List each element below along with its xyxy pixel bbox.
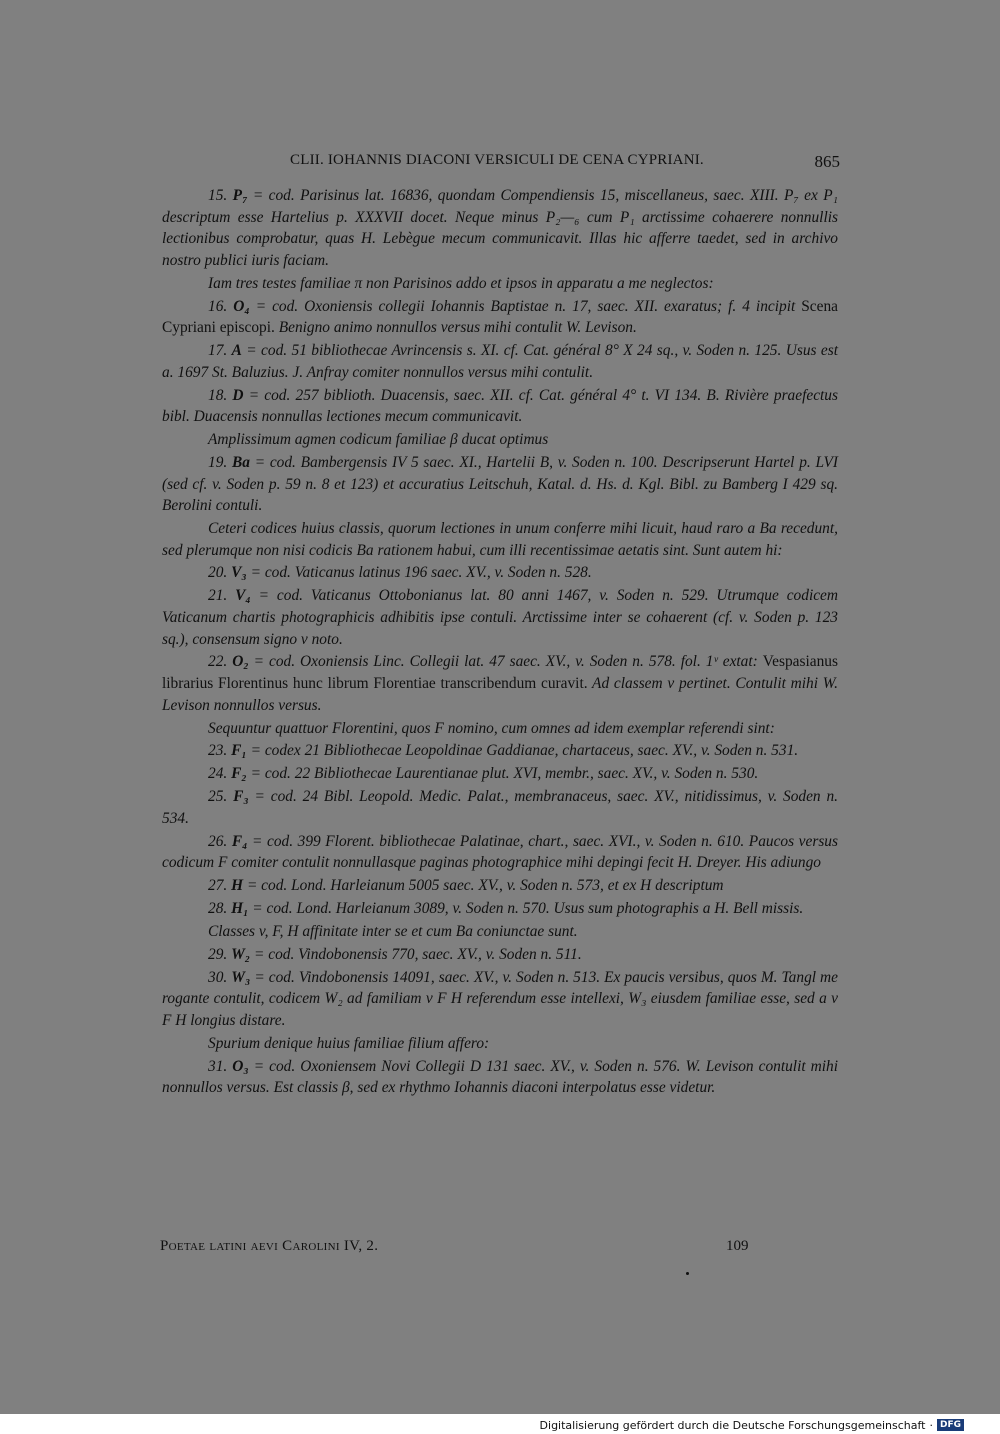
- entry-text: = cod. Oxoniensis Linc. Collegii lat. 47 saec. XV., v. Soden n. 578. fol. 1ᵛ extat:: [248, 653, 763, 671]
- footer-series-title: Poetae latini aevi Carolini IV, 2.: [160, 1238, 379, 1254]
- manuscript-entry: [162, 651, 838, 716]
- entry-siglum: W₃: [231, 968, 251, 986]
- entry-siglum: F₁: [231, 742, 247, 760]
- entry-number: 23.: [208, 742, 228, 760]
- entry-siglum: F₂: [231, 765, 247, 783]
- entry-number: 18.: [208, 386, 228, 404]
- commentary-paragraph: [162, 921, 838, 943]
- commentary-paragraph: [162, 273, 838, 295]
- print-speck: [686, 1272, 689, 1275]
- entry-text: = cod. Lond. Harleianum 3089, v. Soden n. 570. Usus sum photographis a H. Bell missis.: [248, 900, 804, 918]
- manuscript-entry: [162, 740, 838, 762]
- manuscript-entry: [162, 898, 838, 920]
- dfg-logo-icon: DFG: [937, 1419, 964, 1431]
- entry-number: 17.: [208, 342, 228, 360]
- entry-number: 27.: [208, 877, 228, 895]
- manuscript-entry: [162, 562, 838, 584]
- entry-text: Iam tres testes familiae π non Parisinos addo et ipsos in apparatu a me neglectos:: [208, 274, 714, 292]
- manuscript-entry: [162, 763, 838, 785]
- entry-number: 26.: [208, 832, 228, 850]
- entry-text: Spurium denique huius familiae filium affero:: [208, 1034, 490, 1052]
- entry-siglum: P₇: [232, 187, 248, 204]
- entry-text: = cod. Vaticanus Ottobonianus lat. 80 anni 1467, v. Soden n. 529. Utrumque codicem Vaticanum chartis photographicis adhibitis ipse contuli. Arctissime inter se cohaerent (cf. v. Soden p. 123 sq.), consensum signo v noto.: [162, 587, 838, 648]
- entry-text: = cod. Oxoniensem Novi Collegii D 131 saec. XV., v. Soden n. 576. W. Levison contulit mihi nonnullos versus. Est classis β, sed ex rhythmo Iohannis diaconi interpolatus esse videtur.: [162, 1057, 838, 1097]
- manuscript-entry: [162, 1056, 838, 1099]
- entry-number: 19.: [208, 453, 228, 471]
- manuscript-entry: [162, 831, 838, 874]
- manuscript-entry: [162, 944, 838, 966]
- entry-number: 16.: [208, 297, 228, 315]
- entry-text: = cod. 399 Florent. bibliothecae Palatinae, chart., saec. XVI., v. Soden n. 610. Paucos versus codicum F comiter contulit nonnullasque paginas photographice mihi depingi fecit H. Dreyer. His adiungo: [162, 832, 838, 872]
- entry-number: 29.: [208, 945, 228, 963]
- entry-siglum: Ba: [232, 453, 250, 471]
- manuscript-entry: [162, 585, 838, 650]
- manuscript-entry: [162, 296, 838, 339]
- entry-text: Amplissimum agmen codicum familiae β ducat optimus: [208, 431, 549, 449]
- entry-siglum: V₃: [231, 564, 247, 582]
- entry-number: 28.: [208, 900, 228, 918]
- entry-text: = cod. 51 bibliothecae Avrincensis s. XI. cf. Cat. général 8° X 24 sq., v. Soden n. 125. Usus est a. 1697 St. Baluzius. J. Anfray comiter nonnullos versus mihi contulit.: [162, 342, 838, 381]
- manuscript-entry: [162, 786, 838, 829]
- page-number: 865: [814, 152, 840, 171]
- entry-number: 22.: [208, 653, 228, 671]
- entry-siglum: D: [232, 386, 244, 404]
- entry-number: 31.: [208, 1057, 228, 1075]
- commentary-paragraph: [162, 518, 838, 561]
- entry-text: = cod. 22 Bibliothecae Laurentianae plut. XVI, membr., saec. XV., v. Soden n. 530.: [246, 765, 759, 783]
- entry-text: = cod. Parisinus lat. 16836, quondam Compendiensis 15, miscellaneus, saec. XIII. P₇ ex P₁ descriptum esse Hartelius p. XXXVII docet. Neque minus P₂—₆ cum P₁ arctissime cohaerere nonnullis lectionibus comprobatur, quas H. Lebègue mecum communicavit. Illas hic afferre taedet, sed in archivo nostro publici iuris faciam.: [162, 187, 838, 269]
- entry-text: = cod. 24 Bibl. Leopold. Medic. Palat., membranaceus, saec. XV., nitidissimus, v. Soden n. 534.: [162, 788, 838, 827]
- commentary-paragraph: [162, 718, 838, 740]
- entry-text: = cod. Vindobonensis 14091, saec. XV., v. Soden n. 513. Ex paucis versibus, quos M. Tangl me rogante contulit, codicem W₂ ad familiam v F H referendum esse intellexi, W₃ eiusdem familiae esse, sed a v F H longius distare.: [162, 968, 839, 1029]
- entry-number: 25.: [208, 788, 228, 806]
- entry-siglum: O₃: [232, 1057, 249, 1075]
- entry-text: = codex 21 Bibliothecae Leopoldinae Gaddianae, chartaceus, saec. XV., v. Soden n. 531.: [246, 742, 799, 760]
- entry-text: = cod. Bambergensis IV 5 saec. XI., Hartelii B, v. Soden n. 100. Descripserunt Hartel p. LVI (sed cf. v. Soden p. 59 n. 8 et 123) et accuratius Leitschuh, Katal. d. Hs. d. Kgl. Bibl. zu Bamberg I 429 sq. Berolini contuli.: [162, 453, 838, 515]
- entry-number: 21.: [208, 587, 228, 605]
- entry-text: Ceteri codices huius classis, quorum lectiones in unum conferre mihi licuit, haud raro a Ba recedunt, sed plerumque non nisi codicis Ba rationem habui, cum illi recentissimae aetatis sint. Sunt autem hi:: [162, 519, 838, 559]
- commentary-paragraph: [162, 1033, 838, 1055]
- entry-siglum: W₂: [231, 945, 251, 963]
- entry-siglum: H: [231, 877, 244, 895]
- running-title: CLII. IOHANNIS DIACONI VERSICULI DE CENA CYPRIANI.: [290, 152, 704, 168]
- entry-siglum: V₄: [235, 587, 251, 605]
- entry-text: = cod. Lond. Harleianum 5005 saec. XV., v. Soden n. 573, et ex H descriptum: [243, 877, 724, 895]
- entry-number: 15.: [208, 187, 228, 204]
- entry-roman-text: Vespasianus librarius Florentinus hunc librum Florentiae transcribendum curavit.: [162, 653, 838, 693]
- page-footer: [160, 1238, 840, 1262]
- entry-siglum: A: [231, 342, 242, 360]
- page-body: [162, 185, 838, 1100]
- entry-number: 24.: [208, 765, 228, 783]
- entry-text: Sequuntur quattuor Florentini, quos F nomino, cum omnes ad idem exemplar referendi sint:: [208, 719, 775, 737]
- entry-text: = cod. Oxoniensis collegii Iohannis Baptistae n. 17, saec. XII. exaratus; f. 4 incipit: [249, 297, 802, 315]
- entry-roman-text: Scena Cypriani episcopi.: [162, 297, 838, 337]
- entry-text: = cod. Vaticanus latinus 196 saec. XV., v. Soden n. 528.: [246, 564, 592, 582]
- entry-number: 30.: [208, 968, 228, 986]
- digitization-credit: Digitalisierung gefördert durch die Deutsche Forschungsgemeinschaft · DFG: [540, 1418, 964, 1432]
- entry-number: 20.: [208, 564, 228, 582]
- entry-text: = cod. 257 biblioth. Duacensis, saec. XII. cf. Cat. général 4° t. VI 134. B. Rivière praefectus bibl. Duacensis nonnullas lectiones mecum communicavit.: [162, 386, 838, 426]
- entry-text: Classes v, F, H affinitate inter se et cum Ba coniunctae sunt.: [208, 922, 578, 940]
- entry-siglum: O₂: [232, 653, 249, 671]
- entry-text-continued: Benigno animo nonnullos versus mihi contulit W. Levison.: [274, 319, 637, 337]
- entry-text: = cod. Vindobonensis 770, saec. XV., v. Soden n. 511.: [250, 945, 582, 963]
- manuscript-entry: [162, 875, 838, 897]
- footer-signature: 109: [726, 1238, 749, 1254]
- entry-siglum: F₄: [231, 832, 248, 850]
- entry-siglum: H₁: [231, 900, 249, 918]
- manuscript-entry: [162, 340, 838, 383]
- manuscript-entry: [162, 452, 838, 517]
- credit-text: Digitalisierung gefördert durch die Deutsche Forschungsgemeinschaft: [539, 1418, 926, 1432]
- manuscript-entry: [162, 385, 838, 428]
- running-head: [160, 152, 840, 176]
- entry-siglum: O₄: [233, 297, 250, 315]
- manuscript-entry: [162, 185, 838, 271]
- manuscript-entry: [162, 967, 838, 1032]
- entry-siglum: F₃: [233, 788, 249, 806]
- entry-text-continued: Ad classem v pertinet. Contulit mihi W. Levison nonnullos versus.: [162, 675, 838, 714]
- commentary-paragraph: [162, 429, 838, 451]
